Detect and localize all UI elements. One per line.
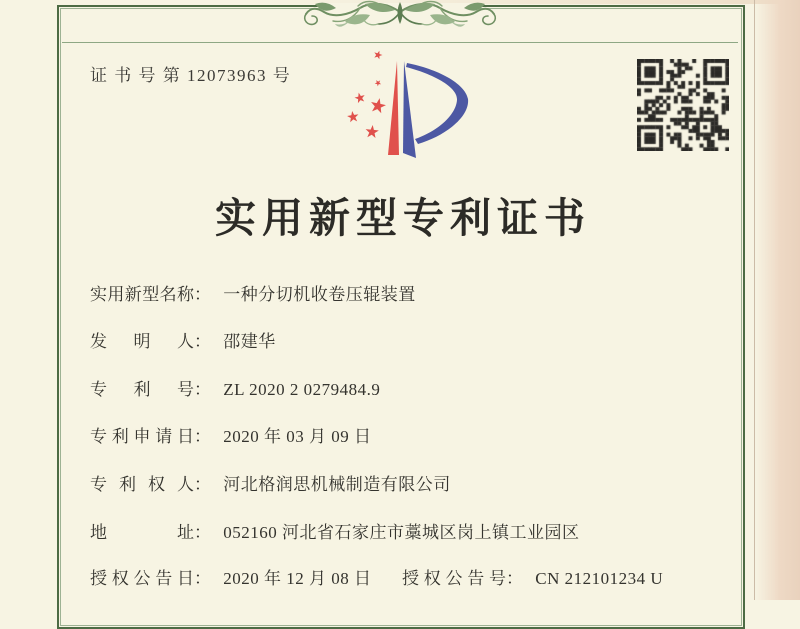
field-row-address: 地址： 052160 河北省石家庄市藁城区岗上镇工业园区 <box>90 521 730 545</box>
field-label: 专利申请日 <box>90 427 194 446</box>
field-label: 专利权人 <box>90 475 194 494</box>
top-flourish-ornament <box>278 0 522 36</box>
field-label: 授权公告日 <box>90 569 194 588</box>
header-rule-line <box>62 42 738 43</box>
field-value-grant-date: 2020 年 12 月 08 日 <box>223 569 372 588</box>
logo-blue-wedge <box>403 61 416 158</box>
certificate-number: 证 书 号 第 12073963 号 <box>90 66 292 85</box>
logo-blue-bowl <box>406 63 468 144</box>
logo-stars <box>347 49 388 138</box>
field-value-address: 052160 河北省石家庄市藁城区岗上镇工业园区 <box>223 523 580 542</box>
field-value-filing-date: 2020 年 03 月 09 日 <box>223 427 372 446</box>
grant-number-group: 授权公告号： CN 212101234 U <box>402 567 663 591</box>
field-row-patentee: 专利权人： 河北格润思机械制造有限公司 <box>90 473 730 497</box>
field-label: 实用新型名称 <box>90 285 194 304</box>
qr-code <box>637 59 729 151</box>
logo-red-wedge <box>388 61 399 155</box>
field-value-patentee: 河北格润思机械制造有限公司 <box>223 475 451 494</box>
field-label: 专利号 <box>90 380 194 399</box>
field-row-patent-number: 专利号： ZL 2020 2 0279484.9 <box>90 378 730 402</box>
scan-edge-right <box>754 0 800 600</box>
field-value-patent-number: ZL 2020 2 0279484.9 <box>223 380 381 399</box>
field-row-inventor: 发明人： 邵建华 <box>90 330 730 354</box>
page-title: 实用新型专利证书 <box>215 195 591 241</box>
field-label: 发明人 <box>90 332 194 351</box>
field-value-inventor: 邵建华 <box>223 332 276 351</box>
china-patent-office-logo <box>335 47 475 165</box>
field-row-filing-date: 专利申请日： 2020 年 03 月 09 日 <box>90 425 730 449</box>
field-label: 授权公告号 <box>402 569 506 588</box>
field-value-patent-title: 一种分切机收卷压辊装置 <box>223 285 416 304</box>
field-label: 地址 <box>90 523 194 542</box>
field-row-utility-model-name: 实用新型名称： 一种分切机收卷压辊装置 <box>90 283 730 307</box>
field-row-grant-info: 授权公告日： 2020 年 12 月 08 日 授权公告号： CN 212101234 U <box>90 567 730 591</box>
field-value-grant-number: CN 212101234 U <box>535 569 664 588</box>
